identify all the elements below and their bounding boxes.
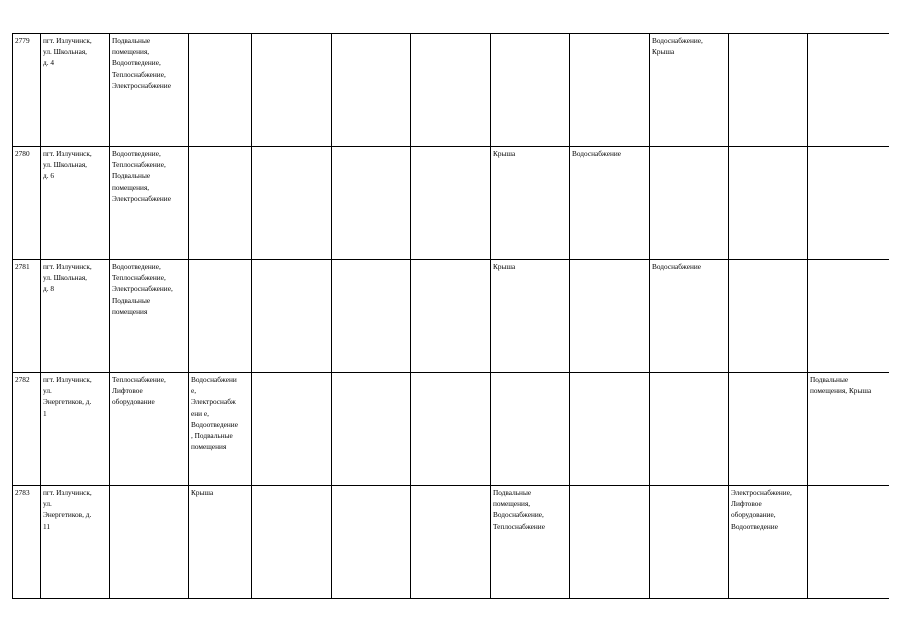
work-type-cell xyxy=(189,260,252,373)
row-number-cell: 2780 xyxy=(13,147,41,260)
work-type-cell xyxy=(570,373,650,486)
work-type-cell: Крыша xyxy=(189,486,252,599)
work-type-cell: Электроснабжение, Лифтовое оборудование, Водоотведение xyxy=(729,486,808,599)
work-type-cell xyxy=(411,373,491,486)
work-type-cell xyxy=(189,147,252,260)
table-row xyxy=(13,147,889,260)
work-type-cell xyxy=(650,147,729,260)
work-type-cell xyxy=(570,260,650,373)
work-type-cell xyxy=(729,373,808,486)
work-type-cell xyxy=(332,486,411,599)
address-cell: пгт. Излучинск, ул. Школьная, д. 4 xyxy=(41,34,110,147)
data-table xyxy=(12,33,889,599)
work-type-cell: Водоснабжение xyxy=(570,147,650,260)
work-type-cell xyxy=(729,34,808,147)
work-type-cell: Водоснабжение xyxy=(650,260,729,373)
address-cell: пгт. Излучинск, ул. Энергетиков, д. 11 xyxy=(41,486,110,599)
work-type-cell: Водоснабжени е, Электроснабж ени е, Водоотведение , Подвальные помещения xyxy=(189,373,252,486)
work-type-cell xyxy=(332,147,411,260)
table-row xyxy=(13,486,889,599)
work-type-cell xyxy=(808,486,889,599)
work-type-cell xyxy=(808,147,889,260)
work-type-cell: Подвальные помещения, Водоснабжение, Теплоснабжение xyxy=(491,486,570,599)
row-number-cell: 2782 xyxy=(13,373,41,486)
work-type-cell: Подвальные помещения, Крыша xyxy=(808,373,889,486)
work-type-cell xyxy=(189,34,252,147)
work-type-cell: Теплоснабжение, Лифтовое оборудование xyxy=(110,373,189,486)
work-type-cell xyxy=(491,34,570,147)
work-type-cell: Подвальные помещения, Водоотведение, Теплоснабжение, Электроснабжение xyxy=(110,34,189,147)
work-type-cell xyxy=(570,486,650,599)
work-type-cell: Крыша xyxy=(491,147,570,260)
work-type-cell xyxy=(411,147,491,260)
work-type-cell xyxy=(411,486,491,599)
work-type-cell xyxy=(252,260,332,373)
work-type-cell: Водоснабжение, Крыша xyxy=(650,34,729,147)
work-type-cell: Водоотведение, Теплоснабжение, Подвальные помещения, Электроснабжение xyxy=(110,147,189,260)
work-type-cell xyxy=(332,373,411,486)
table-row xyxy=(13,34,889,147)
table-row xyxy=(13,373,889,486)
work-type-cell xyxy=(570,34,650,147)
work-type-cell xyxy=(808,34,889,147)
row-number-cell: 2781 xyxy=(13,260,41,373)
work-type-cell xyxy=(332,34,411,147)
address-cell: пгт. Излучинск, ул. Школьная, д. 8 xyxy=(41,260,110,373)
work-type-cell xyxy=(252,486,332,599)
work-type-cell xyxy=(411,260,491,373)
work-type-cell xyxy=(650,373,729,486)
work-type-cell xyxy=(110,486,189,599)
work-type-cell xyxy=(491,373,570,486)
work-type-cell: Водоотведение, Теплоснабжение, Электроснабжение, Подвальные помещения xyxy=(110,260,189,373)
work-type-cell xyxy=(729,147,808,260)
work-type-cell xyxy=(411,34,491,147)
work-type-cell xyxy=(729,260,808,373)
work-type-cell xyxy=(252,34,332,147)
work-type-cell xyxy=(252,373,332,486)
work-type-cell xyxy=(332,260,411,373)
work-type-cell xyxy=(252,147,332,260)
work-type-cell: Крыша xyxy=(491,260,570,373)
address-cell: пгт. Излучинск, ул. Энергетиков, д. 1 xyxy=(41,373,110,486)
row-number-cell: 2783 xyxy=(13,486,41,599)
work-type-cell xyxy=(650,486,729,599)
address-cell: пгт. Излучинск, ул. Школьная, д. 6 xyxy=(41,147,110,260)
work-type-cell xyxy=(808,260,889,373)
row-number-cell: 2779 xyxy=(13,34,41,147)
table-row xyxy=(13,260,889,373)
